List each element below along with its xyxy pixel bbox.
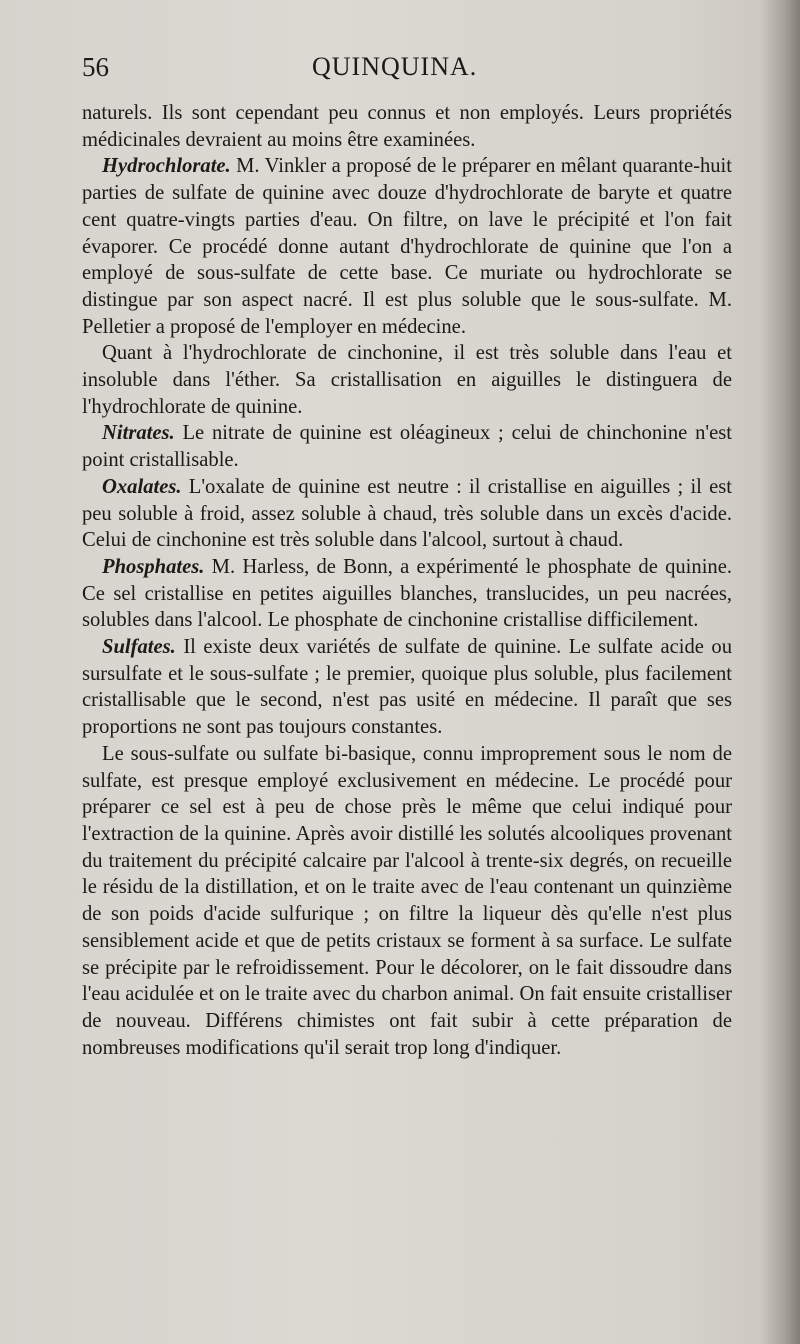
paragraph bbox=[82, 153, 732, 340]
running-title: QUINQUINA. bbox=[312, 52, 478, 81]
paragraph bbox=[82, 634, 732, 741]
paragraph-text: naturels. Ils sont cependant peu connus et non employés. Leurs propriétés médicinales devraient au moins être examinées. bbox=[82, 102, 732, 151]
section-heading: Hydrochlorate. bbox=[102, 155, 231, 178]
paragraph-text: L'oxalate de quinine est neutre : il cristallise en aiguilles ; il est peu soluble à froid, assez soluble à chaud, très soluble dans un excès d'acide. Celui de cinchonine est très soluble dans l'alcool, surtout à chaud. bbox=[82, 475, 732, 552]
paragraph-text: Le sous-sulfate ou sulfate bi-basique, connu improprement sous le nom de sulfate, est presque employé exclusivement en médecine. Le procédé pour préparer ce sel est à peu de chose près le même que celui indiqué pour l'extraction de la quinine. Après avoir distillé les solutés alcooliques provenant du traitement du précipité calcaire par l'alcool à trente-six degrés, on recueille le résidu de la distillation, et on le traite avec de l'eau contenant un quinzième de son poids d'acide sulfurique ; on filtre la liqueur dès qu'elle n'est plus sensiblement acide et que de petits cristaux se forment à sa surface. Le sulfate se précipite par le refroidissement. Pour le décolorer, on le fait dissoudre dans l'eau acidulée et on le traite avec du charbon animal. On fait ensuite cristalliser de nouveau. Différens chimistes ont fait subir à cette préparation de nombreuses modifications qu'il serait trop long d'indiquer. bbox=[82, 742, 732, 1059]
section-heading: Nitrates. bbox=[102, 422, 175, 445]
paragraph bbox=[82, 420, 732, 473]
paragraph bbox=[82, 100, 732, 153]
paragraph bbox=[82, 340, 732, 420]
body-text bbox=[82, 100, 732, 1061]
paragraph-text: Quant à l'hydrochlorate de cinchonine, il est très soluble dans l'eau et insoluble dans l'éther. Sa cristallisation en aiguilles le distinguera de l'hydrochlorate de quinine. bbox=[82, 342, 732, 418]
paragraph-text: M. Harless, de Bonn, a expérimenté le phosphate de quinine. Ce sel cristallise en petites aiguilles blanches, translucides, un peu nacrées, solubles dans l'alcool. Le phosphate de cinchonine cristallise difficilement. bbox=[82, 555, 732, 632]
paragraph-text: Le nitrate de quinine est oléagineux ; celui de chinchonine n'est point cristallisable. bbox=[82, 422, 732, 472]
page-edge-shadow bbox=[760, 0, 800, 1344]
page-number: 56 bbox=[82, 52, 109, 82]
section-heading: Phosphates. bbox=[102, 555, 205, 578]
paragraph-text: M. Vinkler a proposé de le préparer en mêlant quarante-huit parties de sulfate de quinine avec douze d'hydrochlorate de baryte et quatre cent quatre-vingts parties d'eau. On filtre, on lave le précipité et l'on fait évaporer. Ce procédé donne autant d'hydrochlorate de quinine que l'on a employé de sous-sulfate de cette base. Ce muriate ou hydrochlorate se distingue par son aspect nacré. Il est plus soluble que le sous-sulfate. M. Pelletier a proposé de l'employer en médecine. bbox=[82, 155, 732, 338]
paragraph-text: Il existe deux variétés de sulfate de quinine. Le sulfate acide ou sursulfate et le sous-sulfate ; le premier, quoique plus soluble, plus facilement cristallisable que le second, n'est pas usité en médecine. Il paraît que ses proportions ne sont pas toujours constantes. bbox=[82, 636, 732, 739]
page-header bbox=[82, 52, 732, 92]
paragraph bbox=[82, 554, 732, 634]
section-heading: Oxalates. bbox=[102, 475, 182, 498]
section-heading: Sulfates. bbox=[102, 636, 176, 659]
paragraph bbox=[82, 474, 732, 554]
paragraph bbox=[82, 741, 732, 1061]
